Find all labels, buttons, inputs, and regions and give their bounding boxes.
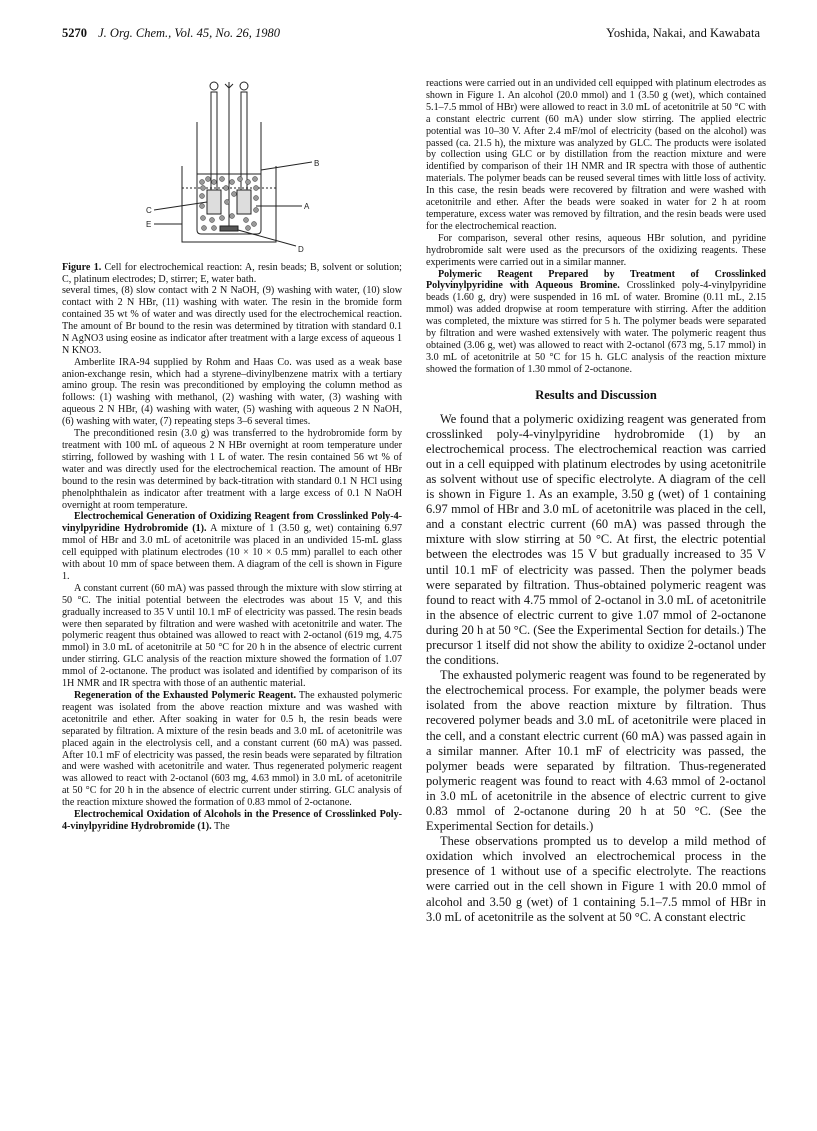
- paragraph: The exhausted polymeric reagent was found to be regenerated by the electrochemical process. For example, the polymer beads were isolated from the above reaction mixture by filtration. Thus recovered polymer beads and 3.0 mL of acetonitrile were placed in the cell, and a constant electric current (60 mA) was passed again in a similar manner. After 10.1 mF of electricity was passed, the polymer beads were separated by filtration. Thus-regenerated polymeric reagent was found to react with 4.63 mmol of 2-octanol in 3.0 mL of acetonitrile in the absence of electric current to give 0.83 mmol of 2-octanone during 20 h at 50 °C. (See the Experimental Section for details.): [426, 668, 766, 834]
- paragraph: For comparison, several other resins, aqueous HBr solution, and pyridine hydrobromide salt were used as the precursors of the oxidizing reagents. These experiments were carried out in a similar manner.: [426, 232, 766, 268]
- run-in-heading: Regeneration of the Exhausted Polymeric Reagent.: [74, 690, 296, 701]
- figure-label: Figure 1.: [62, 262, 102, 273]
- paragraph: A constant current (60 mA) was passed through the mixture with slow stirring at 50 °C. The initial potential between the electrodes was about 15 V, and this gradually increased to 35 V until 10.1 mF of electricity was passed. The resin beads were then separated by filtration and were washed with acetonitrile and water. The polymeric reagent thus obtained was allowed to react with 2-octanol (619 mg, 4.75 mmol) in 3.0 mL of acetonitrile at 50 °C for 20 h in the absence of electric current under stirring. GLC analysis of the reaction mixture showed the formation of 1.07 mmol of 2-octanone. The product was isolated and identified by comparison of its 1H NMR and IR spectra with those of an authentic material.: [62, 582, 402, 690]
- results-text: [426, 412, 766, 925]
- label-e: E: [146, 220, 152, 229]
- paragraph: Regeneration of the Exhausted Polymeric Reagent. The exhausted polymeric reagent was isolated from the above reaction mixture and was washed with acetonitrile and ether. After soaking in water for 0.5 h, the resin beads were separated by filtration. A mixture of the resin beads and 3.0 mL of acetonitrile was placed again in the electrolysis cell, and a constant current (60 mA) was passed. After 10.1 mF of electricity was passed, the resin beads were separated by filtration and were washed with acetonitrile and water. Thus regenerated polymeric reagent was allowed to react with 2-octanol (603 mg, 4.63 mmol) in 3.0 mL of acetonitrile at 50 °C for 20 h in the absence of electric current under stirring. GLC analysis of the reaction mixture showed the formation of 0.83 mmol of 2-octanone.: [62, 690, 402, 809]
- left-column: [62, 78, 402, 833]
- paragraph: Electrochemical Oxidation of Alcohols in the Presence of Crosslinked Poly-4-vinylpyridine Hydrobromide (1). The: [62, 809, 402, 832]
- paragraph: The preconditioned resin (3.0 g) was transferred to the hydrobromide form by treatment with 100 mL of aqueous 2 N HBr overnight at room temperature under stirring, followed by washing with 1 L of water. The resin contained 56 wt % of water and was directly used for the electrochemical reaction. The amount of HBr bound to the resin was determined by back-titration with standard 0.1 N HCl using phenolphthalein as indicator after treatment with a large excess of 0.1 N NaOH overnight at room temperature.: [62, 428, 402, 511]
- journal-citation: J. Org. Chem., Vol. 45, No. 26, 1980: [98, 26, 280, 40]
- label-a: A: [304, 202, 310, 211]
- figure-caption: [62, 262, 402, 285]
- paragraph: reactions were carried out in an undivided cell equipped with platinum electrodes as shown in Figure 1. An alcohol (20.0 mmol) and 1 (3.50 g (wet), which contained 5.1–7.5 mmol of HBr) were allowed to react in 3.0 mL of acetonitrile at 50 °C with a constant electric current (60 mA) under slow stirring. The applied electric potential was 10–30 V. After 2.4 mF/mol of electricity (based on the alcohol) was passed (ca. 21.5 h), the mixture was analyzed by GLC. The products were isolated by collection using GLC or by distillation from the reaction mixture and were identified by comparison of their 1H NMR and IR spectra with those of authentic materials. The polymer beads can be reused several times with little loss of activity. In this case, the resin beads were recovered by filtration and were washed with acetonitrile and ether. After the beads were soaked in water for 2 h at room temperature, excess water was removed by filtration, and the resin beads were used for the electrochemical reaction.: [426, 78, 766, 232]
- label-c: C: [146, 206, 152, 215]
- figure-1: [62, 78, 402, 254]
- paragraph: Polymeric Reagent Prepared by Treatment of Crosslinked Polyvinylpyridine with Aqueous Bromine. Crosslinked poly-4-vinylpyridine beads (1.60 g, dry) were suspended in 16 mL of water. Bromine (0.11 mL, 2.15 mmol) was added dropwise at room temperature with stirring. After the addition was completed, the mixture was stirred for 5 h. The polymer beads were separated by filtration and were washed extensively with water. The polymeric reagent thus obtained (3.06 g, wet) was allowed to react with 2-octanol (673 mg, 5.17 mmol) in 3.0 mL of acetonitrile at 50 °C for 15 h. GLC analysis of the reaction mixture showed the formation of 1.30 mmol of 2-octanone.: [426, 268, 766, 375]
- running-authors: Yoshida, Nakai, and Kawabata: [606, 26, 760, 40]
- cell-diagram: [62, 78, 402, 254]
- run-in-heading: Electrochemical Oxidation of Alcohols in the Presence of Crosslinked Poly-4-vinylpyridine Hydrobromide (1).: [62, 809, 402, 832]
- section-title: Results and Discussion: [535, 387, 657, 402]
- paragraph: Electrochemical Generation of Oxidizing Reagent from Crosslinked Poly-4-vinylpyridine Hydrobromide (1). A mixture of 1 (3.50 g, wet) containing 6.97 mmol of HBr and 3.0 mL of acetonitrile was placed in an undivided 15-mL glass cell equipped with platinum electrodes (10 × 10 × 0.5 mm) parallel to each other with about 10 mm of space between them. A diagram of the cell is shown in Figure 1.: [62, 511, 402, 582]
- run-in-heading: Electrochemical Generation of Oxidizing Reagent from Crosslinked Poly-4-vinylpyridine Hydrobromide (1).: [62, 511, 402, 535]
- paragraph: We found that a polymeric oxidizing reagent was generated from crosslinked poly-4-vinylpyridine hydrobromide (1) by an electrochemical process. The electrochemical reaction was carried out in a cell equipped with platinum electrodes by using acetonitrile as solvent without use of specific electrolyte. A diagram of the cell is shown in Figure 1. As an example, 3.50 g (wet) of 1 containing 6.97 mmol of HBr and 3.0 mL of acetonitrile was placed in the cell, and a constant electric current (60 mA) was passed through the mixture with slow stirring at 50 °C. At first, the electric potential between the electrodes was 15 V but gradually increased to 35 V until 10.1 mF of electricity was passed. Then the polymer beads were separated by filtration. Thus-obtained polymeric reagent was found to react with 4.75 mmol of 2-octanol in 3.0 mL of acetonitrile in the absence of electric current to give 1.07 mmol of 2-octanone during 20 h at 50 °C. (See the Experimental Section for details.) The precursor 1 itself did not show the ability to oxidize 2-octanol under the conditions.: [426, 411, 766, 668]
- label-d: D: [298, 245, 304, 254]
- paragraph: several times, (8) slow contact with 2 N NaOH, (9) washing with water, (10) slow contact with 2 N HBr, (11) washing with water. The resin in the bromide form contained 35 wt % of water and was directly used for the electrochemical reaction. The amount of Br bound to the resin was determined by titration with standard 0.1 N AgNO3 using eosine as indicator after treatment with a large excess of aqueous 1 N KNO3.: [62, 285, 402, 356]
- paragraph: Amberlite IRA-94 supplied by Rohm and Haas Co. was used as a weak base anion-exchange resin, which had a styrene–divinylbenzene matrix with a tertiary amino group. The resin was preconditioned by employing the column method as follows: (1) washing with methanol, (2) washing with water, (3) washing with aqueous 2 N HBr, (4) washing with water, (5) washing with aqueous 2 N NaOH, (6) washing with water, (7) repeating steps 3–6 several times.: [62, 356, 402, 428]
- page-number: 5270: [62, 26, 87, 40]
- run-in-heading: Polymeric Reagent Prepared by Treatment of Crosslinked Polyvinylpyridine with Aqueous Bromine.: [426, 268, 766, 292]
- paragraph: These observations prompted us to develop a mild method of oxidation which involved an electrochemical process in the presence of 1 without use of a specific electrolyte. The reactions were carried out in the cell shown in Figure 1 with 20.0 mmol of alcohol and 3.50 g (wet) of 1 containing 5.1–7.5 mmol of HBr in 3.0 mL of acetonitrile as the solvent at 50 °C. A constant electric: [426, 834, 766, 924]
- right-column: [426, 78, 766, 925]
- page-header: [62, 26, 760, 41]
- figure-caption-text: Cell for electrochemical reaction: A, resin beads; B, solvent or solution; C, platinum electrodes; D, stirrer; E, water bath.: [62, 262, 402, 285]
- label-b: B: [314, 159, 320, 168]
